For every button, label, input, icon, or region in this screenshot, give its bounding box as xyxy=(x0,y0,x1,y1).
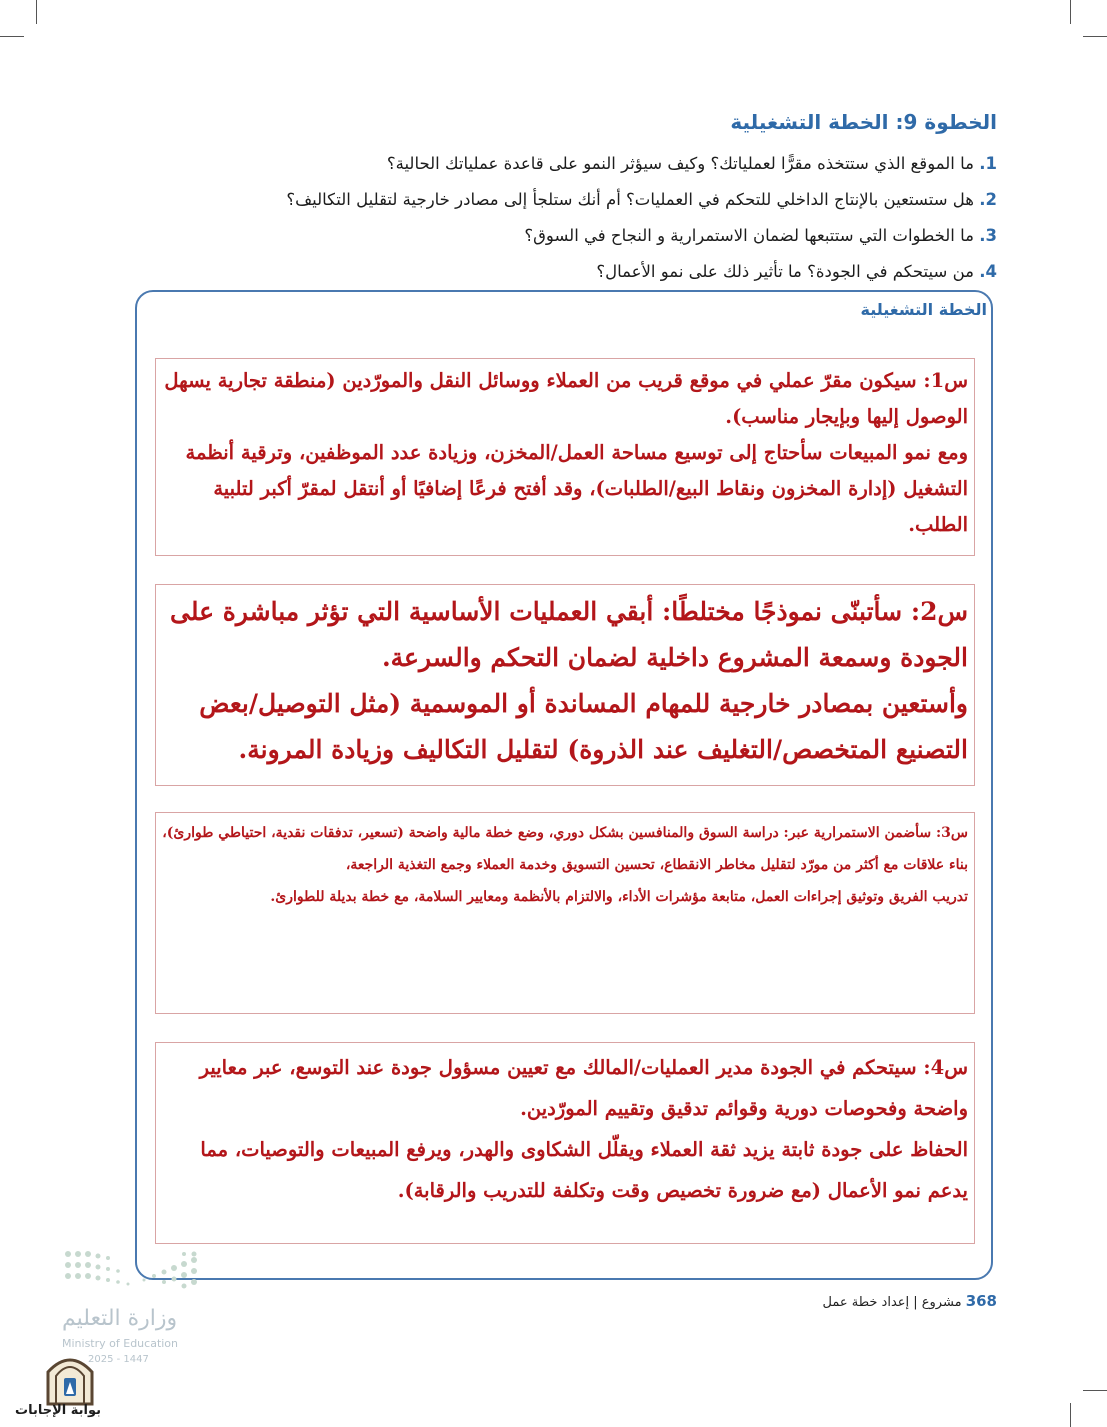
question-number: 3. xyxy=(979,226,997,245)
answer-box-3 xyxy=(155,812,975,1014)
question-number: 1. xyxy=(979,154,997,173)
question-text: ما الخطوات التي ستتبعها لضمان الاستمرارية و النجاح في السوق؟ xyxy=(524,226,980,245)
question-text: هل ستستعين بالإنتاج الداخلي للتحكم في العمليات؟ أم أنك ستلجأ إلى مصادر خارجية لتقليل التكاليف؟ xyxy=(286,190,980,209)
answer-paragraph: ومع نمو المبيعات سأحتاج إلى توسيع مساحة العمل/المخزن، وزيادة عدد الموظفين، وترقية أنظمة التشغيل (إدارة المخزون ونقاط البيع/الطلبات)، وقد أفتح فرعًا إضافيًا أو أنتقل لمقرّ أكبر لتلبية الطلب. xyxy=(185,441,968,536)
crop-mark xyxy=(1070,0,1071,24)
answer-box-2 xyxy=(155,584,975,786)
crop-mark xyxy=(1083,36,1107,37)
answer-paragraph: س3: سأضمن الاستمرارية عبر: دراسة السوق والمنافسين بشكل دوري، وضع خطة مالية واضحة (تسعير، تدفقات نقدية، احتياطي طوارئ)، xyxy=(162,825,968,841)
question-number: 2. xyxy=(979,190,997,209)
question-item xyxy=(107,182,997,218)
answer-paragraph: س2: سأتبنّى نموذجًا مختلطًا: أبقي العمليات الأساسية التي تؤثر مباشرة على الجودة وسمعة المشروع داخلية لضمان التحكم والسرعة. xyxy=(170,597,968,672)
question-list xyxy=(107,146,997,290)
answer-paragraph: س1: سيكون مقرّ عملي في موقع قريب من العملاء ووسائل النقل والمورّدين (منطقة تجارية يسهل الوصول إليها وبإيجار مناسب). xyxy=(164,369,968,428)
answer-box-4 xyxy=(155,1042,975,1244)
question-item xyxy=(107,254,997,290)
page-footer xyxy=(822,1292,997,1310)
crop-mark xyxy=(1070,1403,1071,1427)
answers-gate-label: بوابة الإجابات xyxy=(15,1403,101,1418)
answers-gate-icon xyxy=(40,1348,100,1406)
answer-paragraph: س4: سيتحكم في الجودة مدير العمليات/المالك مع تعيين مسؤول جودة عند التوسع، عبر معايير واضحة وفحوصات دورية وقوائم تدقيق وتقييم المورّدين. xyxy=(199,1056,968,1120)
question-item xyxy=(107,146,997,182)
answer-paragraph: تدريب الفريق وتوثيق إجراءات العمل، متابعة مؤشرات الأداء، والالتزام بالأنظمة ومعايير السلامة، مع خطة بديلة للطوارئ. xyxy=(270,889,968,905)
answer-box-1 xyxy=(155,358,975,556)
crop-mark xyxy=(0,36,24,37)
step-heading: الخطوة 9: الخطة التشغيلية xyxy=(730,110,997,134)
ministry-watermark-arabic: وزارة التعليم xyxy=(62,1306,178,1331)
question-number: 4. xyxy=(979,262,997,281)
question-text: ما الموقع الذي ستتخذه مقرًّا لعملياتك؟ وكيف سيؤثر النمو على قاعدة عملياتك الحالية؟ xyxy=(386,154,980,173)
crop-mark xyxy=(1083,1390,1107,1391)
crop-mark xyxy=(36,0,37,24)
ministry-watermark-english: Ministry of Education xyxy=(62,1337,179,1350)
answer-paragraph: الحفاظ على جودة ثابتة يزيد ثقة العملاء ويقلّل الشكاوى والهدر، ويرفع المبيعات والتوصيات، مما يدعم نمو الأعمال (مع ضرورة تخصيص وقت وتكلفة للتدريب والرقابة). xyxy=(200,1138,968,1202)
page-number: 368 xyxy=(965,1292,997,1310)
answer-paragraph: وأستعين بمصادر خارجية للمهام المساندة أو الموسمية (مثل التوصيل/بعض التصنيع المتخصص/التغليف عند الذروة) لتقليل التكاليف وزيادة المرونة. xyxy=(199,689,968,764)
answer-paragraph: بناء علاقات مع أكثر من مورّد لتقليل مخاطر الانقطاع، تحسين التسويق وخدمة العملاء وجمع التغذية الراجعة، xyxy=(345,857,968,873)
footer-label: مشروع | إعداد خطة عمل xyxy=(822,1295,962,1310)
panel-title: الخطة التشغيلية xyxy=(860,300,987,319)
question-text: من سيتحكم في الجودة؟ ما تأثير ذلك على نمو الأعمال؟ xyxy=(596,262,980,281)
question-item xyxy=(107,218,997,254)
ministry-logo-icon xyxy=(62,1248,202,1290)
ministry-watermark-year: 2025 - 1447 xyxy=(88,1354,149,1365)
